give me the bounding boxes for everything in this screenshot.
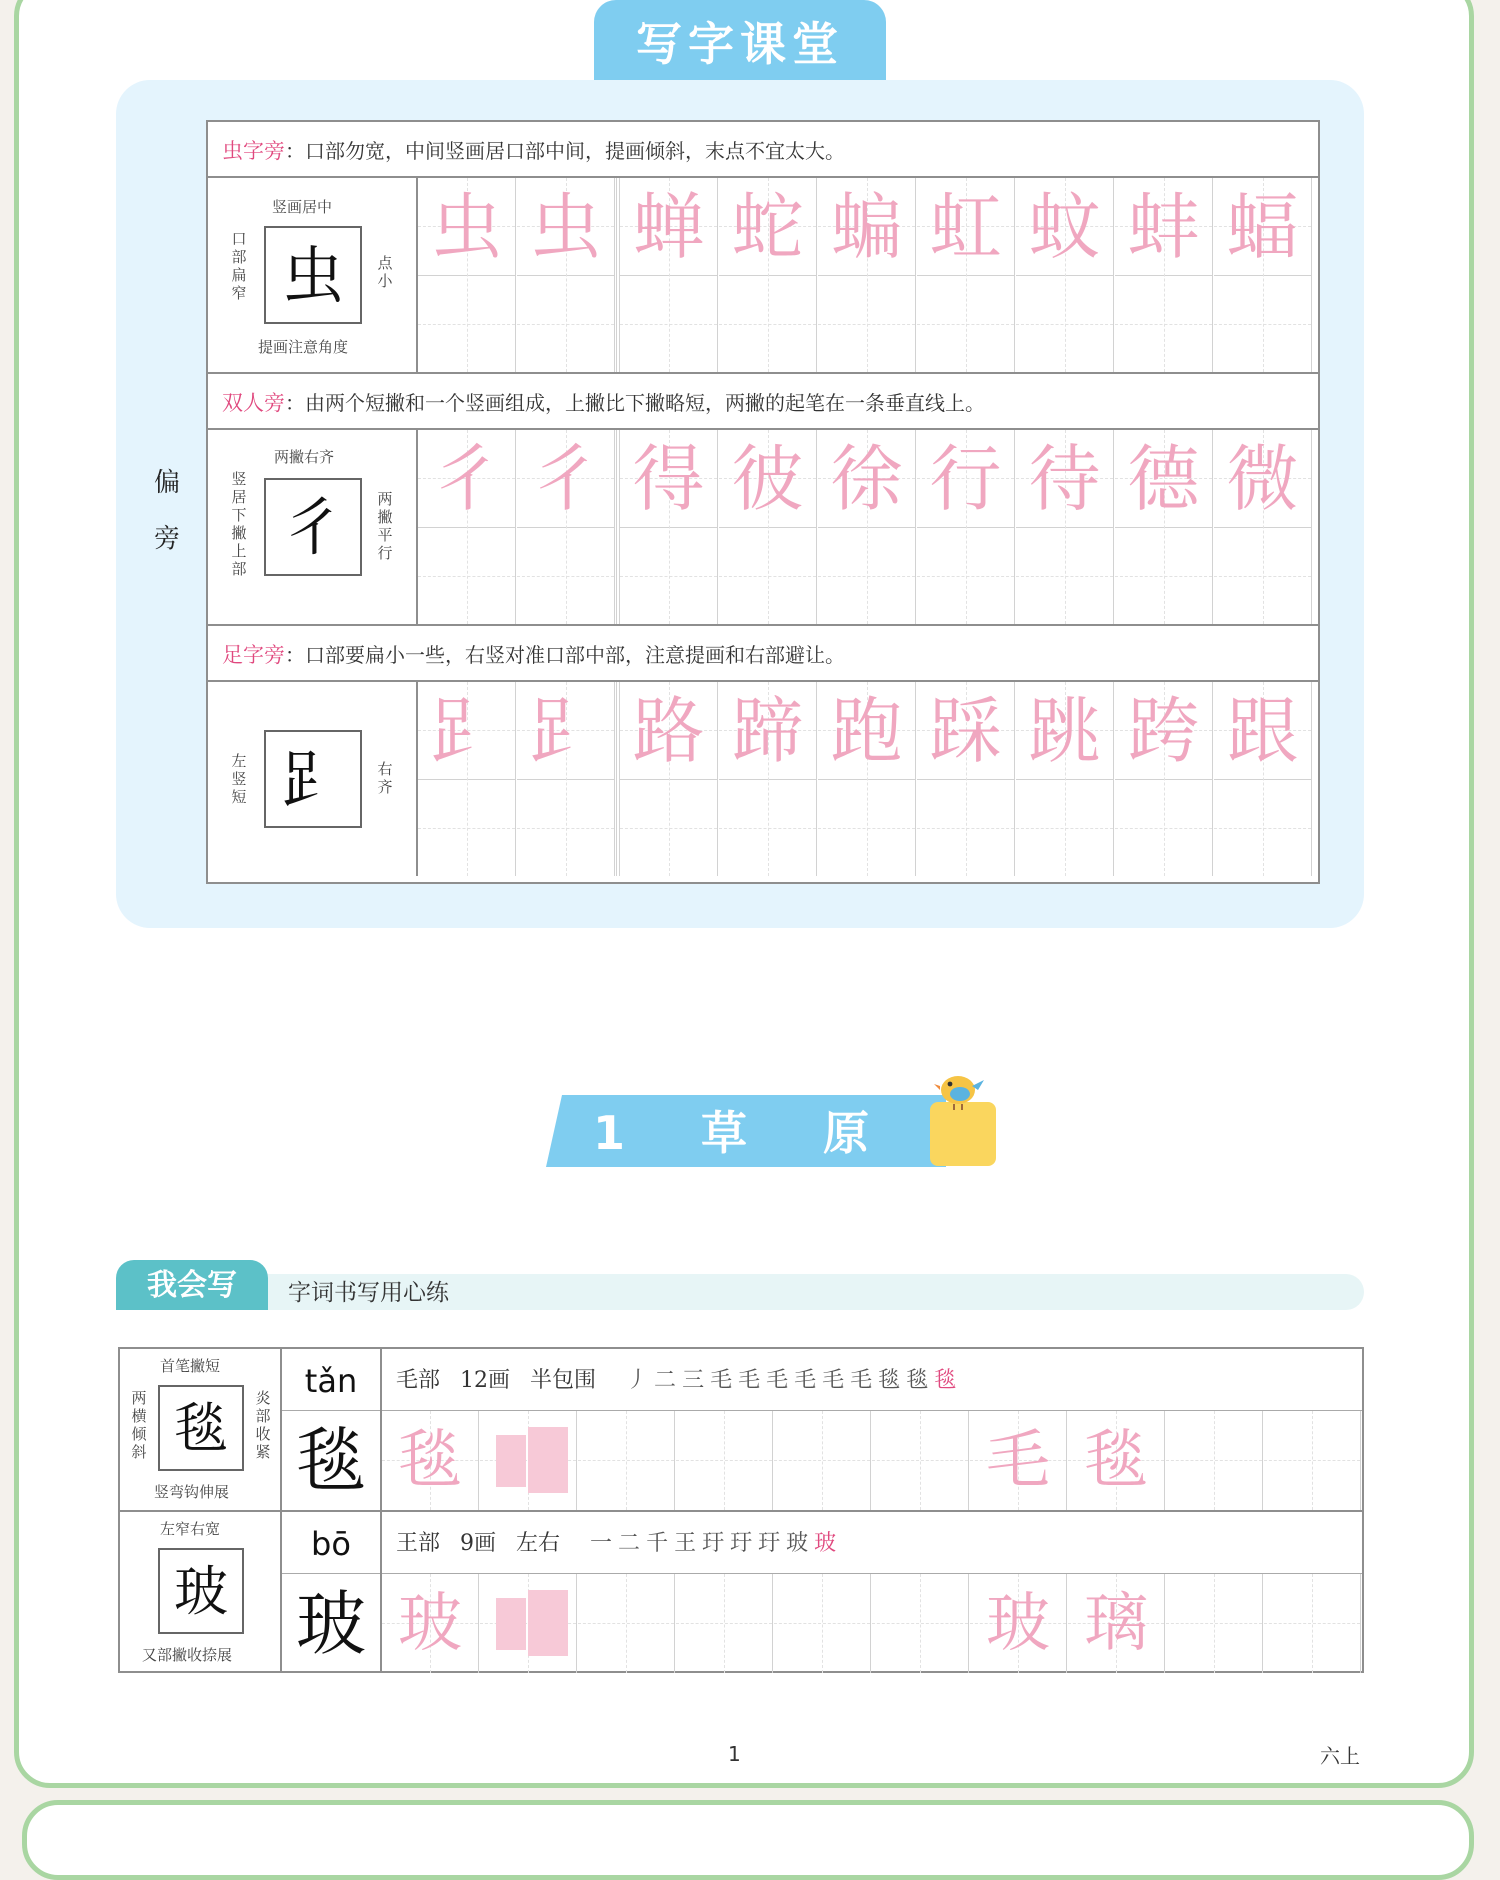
practice-cell[interactable] [1214, 682, 1312, 876]
trace-character: 跳 [1028, 689, 1101, 773]
practice-cell[interactable] [917, 682, 1015, 876]
practice-cell[interactable] [719, 430, 817, 624]
stroke-step: 玗 [730, 1531, 755, 1556]
radical-demo [208, 178, 418, 372]
practice-cell[interactable] [872, 1411, 969, 1510]
trace-character: 毯 [398, 1424, 462, 1498]
note-top: 两撇右齐 [274, 448, 335, 466]
trace-placeholder [528, 1590, 568, 1656]
word-info [382, 1349, 1362, 1411]
page-number: 1 [728, 1742, 741, 1766]
practice-cell[interactable] [970, 1574, 1067, 1673]
practice-cell[interactable] [872, 1574, 969, 1673]
stroke-step: 玻 [786, 1531, 811, 1556]
trace-character: 德 [1127, 437, 1200, 521]
radical-heading [208, 626, 1318, 682]
practice-cell[interactable] [578, 1411, 675, 1510]
stroke-step: 毛 [766, 1368, 791, 1393]
practice-cell[interactable] [1166, 1411, 1263, 1510]
radical-description: ：由两个短撇和一个竖画组成，上撇比下撇略短，两撇的起笔在一条垂直线上。 [285, 391, 985, 415]
structure: 半包围 [530, 1368, 597, 1393]
trace-character: 玻 [986, 1587, 1050, 1661]
stroke-step: 玻 [814, 1531, 839, 1556]
practice-cell[interactable] [719, 178, 817, 372]
practice-cell[interactable] [818, 430, 916, 624]
trace-character: 彳 [430, 437, 503, 521]
next-page-edge [22, 1800, 1474, 1880]
practice-cell[interactable] [620, 682, 718, 876]
trace-character: 蚌 [1127, 185, 1200, 269]
side-label-char: 偏 [153, 468, 180, 498]
stroke-step: 王 [674, 1531, 699, 1556]
trace-character: 彼 [731, 437, 804, 521]
radical-row [208, 682, 1318, 876]
note-bottom: 竖弯钩伸展 [154, 1483, 230, 1501]
trace-character: 得 [632, 437, 705, 521]
demo-character: 玻 [158, 1548, 244, 1634]
practice-cell[interactable] [1016, 430, 1114, 624]
side-label-char: 旁 [153, 524, 180, 554]
radical-table [206, 120, 1320, 884]
section-title: 写字课堂 [594, 0, 886, 84]
practice-cell[interactable] [517, 682, 615, 876]
note-right: 炎部收紧 [255, 1389, 271, 1461]
trace-character: 蝙 [830, 185, 903, 269]
practice-cell[interactable] [418, 430, 516, 624]
grade-label: 六上 [1320, 1744, 1360, 1768]
word-practice-grid [382, 1411, 1362, 1510]
demo-character: 毯 [158, 1385, 244, 1471]
radical-name: 虫字旁 [222, 139, 285, 163]
stroke-step: 玗 [702, 1531, 727, 1556]
stroke-step: 毯 [878, 1368, 903, 1393]
practice-cell[interactable] [1068, 1411, 1165, 1510]
practice-cell[interactable] [774, 1411, 871, 1510]
trace-placeholder [496, 1435, 526, 1487]
practice-cell[interactable] [517, 430, 615, 624]
radical-row [208, 178, 1318, 372]
trace-character: 虫 [529, 185, 602, 269]
practice-cell[interactable] [382, 1411, 479, 1510]
practice-cell[interactable] [676, 1574, 773, 1673]
radical: 王部 [396, 1531, 441, 1556]
word-row [120, 1349, 1362, 1510]
trace-character: 蝠 [1226, 185, 1299, 269]
word-table [118, 1347, 1364, 1673]
side-label [147, 455, 187, 567]
practice-cell[interactable] [676, 1411, 773, 1510]
radical-heading [208, 122, 1318, 178]
trace-character: 毯 [1084, 1424, 1148, 1498]
trace-character: 跟 [1226, 689, 1299, 773]
practice-cell[interactable] [1115, 430, 1213, 624]
practice-cell[interactable] [917, 430, 1015, 624]
stroke-step: 毯 [934, 1368, 959, 1393]
practice-cell[interactable] [620, 430, 718, 624]
stroke-count: 12画 [460, 1368, 511, 1393]
practice-cell[interactable] [1264, 1574, 1361, 1673]
radical-description: ：口部要扁小一些，右竖对准口部中部，注意提画和右部避让。 [285, 643, 845, 667]
practice-grid [418, 178, 1318, 372]
trace-character: 微 [1226, 437, 1299, 521]
trace-character: 𧾷 [430, 689, 503, 773]
note-top: 竖画居中 [272, 198, 333, 216]
lesson-title: 1 草 原 [592, 1106, 900, 1160]
practice-cell[interactable] [1166, 1574, 1263, 1673]
note-bottom: 又部撇收捺展 [142, 1646, 233, 1664]
stroke-step: 二 [654, 1368, 679, 1393]
radical-demo [208, 682, 418, 876]
trace-placeholder [528, 1427, 568, 1493]
note-bottom: 提画注意角度 [258, 338, 349, 356]
trace-character: 跨 [1127, 689, 1200, 773]
trace-character: 𧾷 [529, 689, 602, 773]
practice-cell[interactable] [1016, 682, 1114, 876]
note-left: 口部扁窄 [231, 230, 247, 302]
trace-character: 蛇 [731, 185, 804, 269]
radical-name: 双人旁 [222, 391, 285, 415]
practice-cell[interactable] [1068, 1574, 1165, 1673]
model-character: 玻 [296, 1583, 366, 1665]
practice-cell[interactable] [917, 178, 1015, 372]
practice-cell[interactable] [1264, 1411, 1361, 1510]
practice-grid [418, 430, 1318, 624]
practice-cell[interactable] [418, 682, 516, 876]
trace-character: 毛 [986, 1424, 1050, 1498]
practice-grid [418, 682, 1318, 876]
practice-cell[interactable] [517, 178, 615, 372]
trace-character: 蚊 [1028, 185, 1101, 269]
trace-character: 彳 [529, 437, 602, 521]
stroke-count: 9画 [460, 1531, 497, 1556]
model-character: 毯 [296, 1420, 366, 1502]
write-section-subtitle: 字词书写用心练 [288, 1280, 449, 1306]
stroke-step: 毛 [850, 1368, 875, 1393]
trace-character: 虫 [430, 185, 503, 269]
radical-name: 足字旁 [222, 643, 285, 667]
trace-character: 待 [1028, 437, 1101, 521]
stroke-step: 毛 [710, 1368, 735, 1393]
note-top: 首笔撇短 [160, 1357, 221, 1375]
stroke-step: 玗 [758, 1531, 783, 1556]
note-right: 点小 [377, 254, 393, 290]
pinyin: tǎn [282, 1349, 380, 1411]
demo-character: 𧾷 [264, 730, 362, 828]
trace-character: 蝉 [632, 185, 705, 269]
bird-icon [932, 1060, 986, 1110]
radical-description: ：口部勿宽，中间竖画居口部中间，提画倾斜，末点不宜太大。 [285, 139, 845, 163]
trace-character: 路 [632, 689, 705, 773]
lesson-banner [546, 1095, 946, 1167]
practice-cell[interactable] [818, 682, 916, 876]
stroke-step: 丿 [626, 1368, 651, 1393]
radical-row [208, 430, 1318, 624]
note-left: 竖居下撇上部 [231, 470, 247, 578]
word-row [120, 1510, 1362, 1673]
practice-cell[interactable] [1214, 430, 1312, 624]
stroke-order [590, 1531, 842, 1556]
trace-character: 跑 [830, 689, 903, 773]
pinyin: bō [282, 1512, 380, 1574]
trace-character: 璃 [1084, 1587, 1148, 1661]
practice-cell[interactable] [719, 682, 817, 876]
practice-cell[interactable] [1214, 178, 1312, 372]
lesson-banner-tab [930, 1102, 996, 1166]
stroke-order [626, 1368, 962, 1393]
trace-character: 蹄 [731, 689, 804, 773]
practice-cell[interactable] [1016, 178, 1114, 372]
trace-character: 徐 [830, 437, 903, 521]
radical-demo [208, 430, 418, 624]
practice-cell[interactable] [620, 178, 718, 372]
practice-cell[interactable] [480, 1411, 577, 1510]
structure: 左右 [516, 1531, 561, 1556]
practice-cell[interactable] [480, 1574, 577, 1673]
stroke-step: 毛 [794, 1368, 819, 1393]
demo-character: 虫 [264, 226, 362, 324]
word-info [382, 1512, 1362, 1574]
trace-character: 踩 [929, 689, 1002, 773]
practice-cell[interactable] [774, 1574, 871, 1673]
practice-cell[interactable] [1115, 682, 1213, 876]
write-section-tab: 我会写 [116, 1260, 268, 1310]
stroke-step: 毛 [822, 1368, 847, 1393]
note-left: 两横倾斜 [131, 1389, 147, 1461]
practice-cell[interactable] [970, 1411, 1067, 1510]
word-demo [120, 1512, 282, 1673]
stroke-step: 千 [646, 1531, 671, 1556]
note-right: 两撇平行 [377, 490, 393, 562]
stroke-step: 二 [618, 1531, 643, 1556]
trace-placeholder [496, 1598, 526, 1650]
note-left: 左竖短 [231, 752, 247, 806]
trace-character: 虹 [929, 185, 1002, 269]
trace-character: 行 [929, 437, 1002, 521]
radical: 毛部 [396, 1368, 441, 1393]
stroke-step: 毛 [738, 1368, 763, 1393]
demo-character: 彳 [264, 478, 362, 576]
word-practice-grid [382, 1574, 1362, 1673]
stroke-step: 一 [590, 1531, 615, 1556]
practice-cell[interactable] [382, 1574, 479, 1673]
stroke-step: 三 [682, 1368, 707, 1393]
stroke-step: 毯 [906, 1368, 931, 1393]
word-demo [120, 1349, 282, 1510]
note-top: 左窄右宽 [160, 1520, 221, 1538]
trace-character: 玻 [398, 1587, 462, 1661]
practice-cell[interactable] [578, 1574, 675, 1673]
practice-cell[interactable] [418, 178, 516, 372]
practice-cell[interactable] [818, 178, 916, 372]
radical-heading [208, 374, 1318, 430]
note-right: 右齐 [377, 760, 393, 796]
practice-cell[interactable] [1115, 178, 1213, 372]
